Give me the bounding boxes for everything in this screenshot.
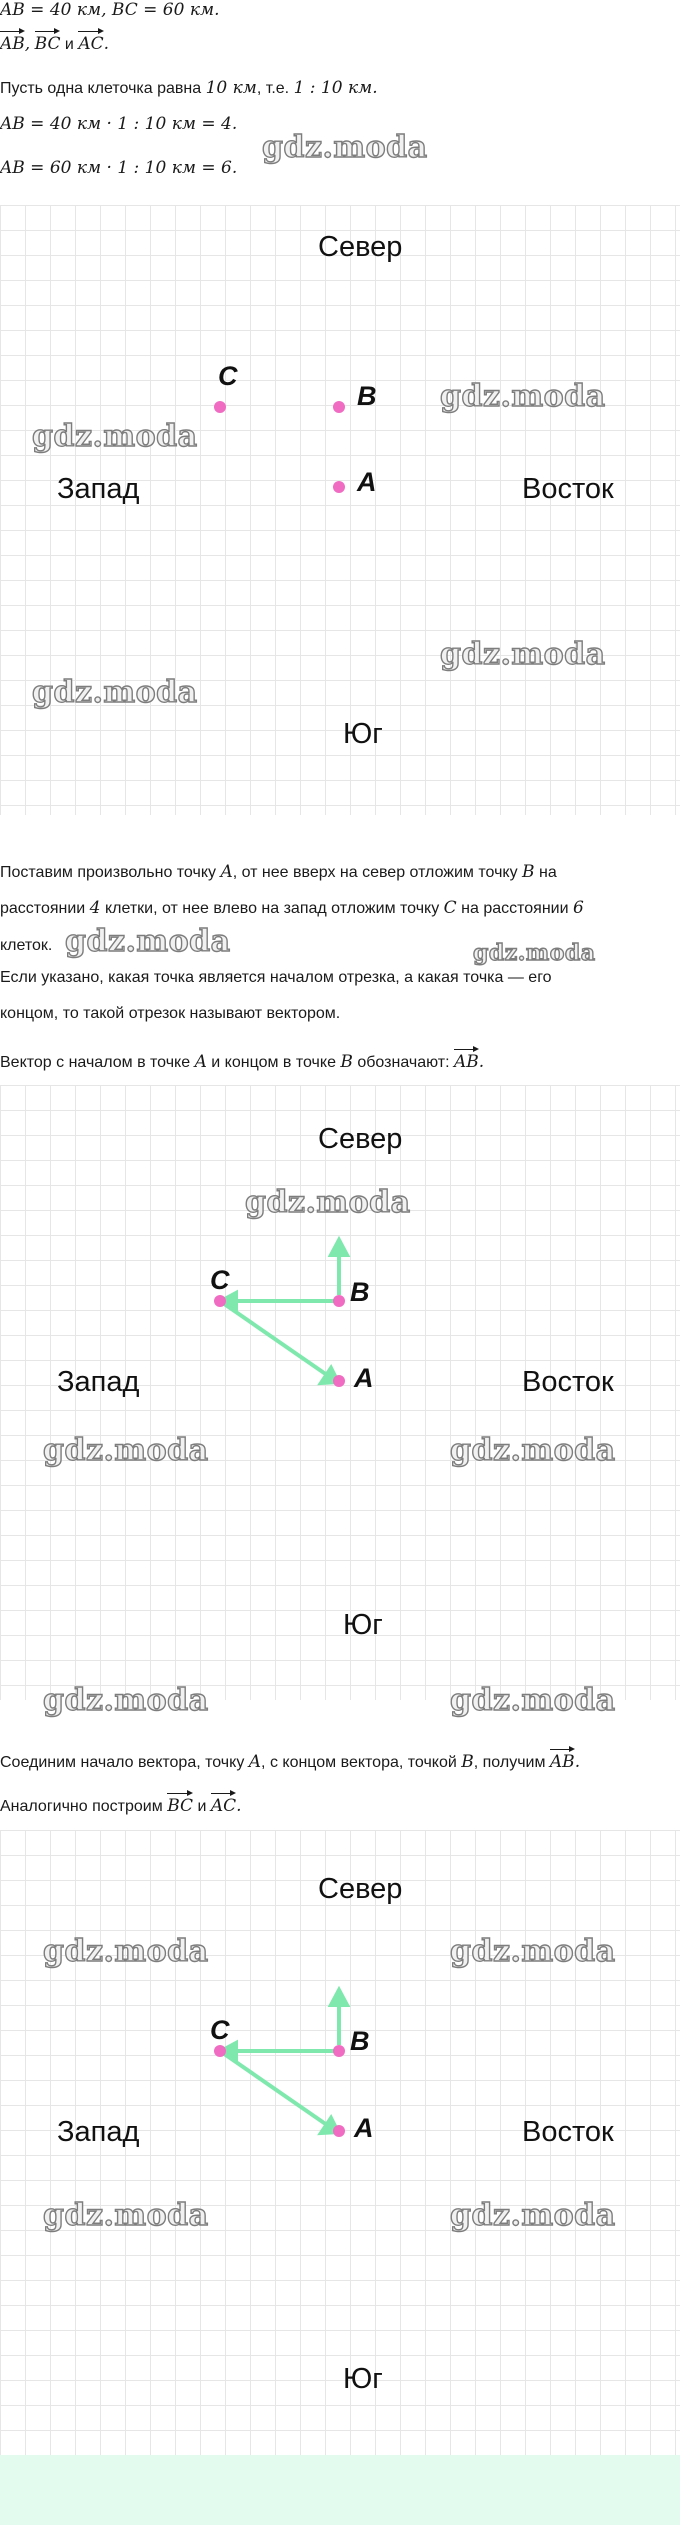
point-c: [214, 2045, 226, 2057]
east-label: Восток: [522, 473, 614, 505]
north-label: Север: [318, 231, 403, 263]
number-6: 6: [572, 898, 584, 918]
paragraph3: [0, 1046, 484, 1073]
point-a-ref: A: [220, 862, 233, 882]
vector-bc: BC: [35, 28, 61, 54]
watermark: gdz.moda: [440, 379, 606, 414]
text: .: [478, 1052, 485, 1072]
map-grid-2: [0, 1085, 680, 1718]
scale-line: [0, 78, 378, 99]
text: на расстоянии: [456, 900, 573, 917]
given-distances: AB = 40 км, BC = 60 км.: [0, 0, 220, 20]
paragraph2-line2: концом, то такой отрезок называют вектором.: [0, 1005, 341, 1022]
scale-math: 10 км: [205, 78, 257, 98]
paragraph1-line1: [0, 862, 557, 883]
vector-ac: AC: [211, 1790, 236, 1816]
paragraph4: [0, 1746, 580, 1773]
point-b-ref: B: [522, 862, 535, 882]
dist-ab: AB = 40 км: [0, 0, 102, 20]
point-b-label: B: [350, 2026, 370, 2056]
text: Аналогично построим: [0, 1798, 168, 1815]
text: Поставим произвольно точку: [0, 864, 221, 881]
north-label: Север: [318, 1123, 403, 1155]
point-c: [214, 1295, 226, 1307]
point-b: [333, 1295, 345, 1307]
point-a-label: A: [357, 467, 377, 497]
text: клетки, от нее влево на запад отложим точку: [100, 900, 444, 917]
vector-ac: AC: [78, 28, 103, 54]
vector-ab: AB: [550, 1746, 575, 1772]
south-label: Юг: [343, 2363, 383, 2395]
paragraph5: [0, 1790, 242, 1817]
point-b: [333, 2045, 345, 2057]
watermark: gdz.moda: [450, 1433, 616, 1468]
vectors-list: AB, BC и AC.: [0, 28, 109, 55]
map-grid-1: [0, 205, 680, 815]
watermark: gdz.moda: [450, 1683, 616, 1718]
point-c-ref: C: [443, 898, 457, 918]
scale-ratio: 1 : 10 км.: [293, 78, 378, 98]
south-label: Юг: [343, 1609, 383, 1641]
number-4: 4: [89, 898, 101, 918]
vector-ab: AB: [0, 28, 25, 54]
watermark: gdz.moda: [32, 419, 198, 454]
point-a-label: A: [354, 1363, 374, 1393]
text: обозначают:: [352, 1054, 454, 1071]
text: Вектор с началом в точке: [0, 1054, 195, 1071]
calc-bc: AB = 60 км · 1 : 10 км = 6.: [0, 158, 238, 178]
point-c-label: C: [210, 1265, 230, 1295]
watermark: gdz.moda: [43, 1683, 209, 1718]
west-label: Запад: [57, 2116, 140, 2148]
point-b-label: B: [357, 381, 377, 411]
point-c-label: C: [218, 361, 238, 391]
point-c: [214, 401, 226, 413]
text: на: [534, 864, 557, 881]
text: Соединим начало вектора, точку: [0, 1754, 249, 1771]
point-b-ref: B: [461, 1752, 474, 1772]
calc-ab: AB = 40 км · 1 : 10 км = 4.: [0, 114, 238, 134]
point-a-ref: A: [248, 1752, 262, 1772]
vector-bc: BC: [167, 1790, 193, 1816]
east-label: Восток: [522, 1366, 614, 1398]
east-label: Восток: [522, 2116, 614, 2148]
west-label: Запад: [57, 1366, 140, 1398]
watermark: gdz.moda: [32, 675, 198, 710]
point-c-label: C: [210, 2015, 230, 2045]
watermark: gdz.moda: [473, 940, 596, 966]
text: , от нее вверх на север отложим точку: [232, 864, 523, 881]
point-b: [333, 401, 345, 413]
vector-ab: AB: [454, 1046, 479, 1072]
north-label: Север: [318, 1873, 403, 1905]
scale-te: , т.е.: [256, 80, 294, 97]
point-b-ref: B: [340, 1052, 353, 1072]
watermark: gdz.moda: [43, 2198, 209, 2233]
vector-ca-line: [220, 2051, 327, 2125]
watermark: gdz.moda: [450, 2198, 616, 2233]
text: и концом в точке: [206, 1054, 341, 1071]
point-b-label: B: [350, 1277, 370, 1307]
text: расстоянии: [0, 900, 90, 917]
point-a: [333, 481, 345, 493]
point-a-label: A: [354, 2113, 374, 2143]
south-label: Юг: [343, 718, 383, 750]
scale-text: Пусть одна клеточка равна: [0, 80, 206, 97]
watermark: gdz.moda: [43, 1934, 209, 1969]
point-a-ref: A: [194, 1052, 207, 1072]
footer-band: [0, 2455, 680, 2525]
paragraph2-line1: Если указано, какая точка является началом отрезка, а какая точка — его: [0, 969, 552, 986]
watermark: gdz.moda: [262, 130, 428, 165]
text: , получим: [473, 1754, 550, 1771]
watermark: gdz.moda: [450, 1934, 616, 1969]
vector-ab-arrowhead: [331, 1240, 347, 1255]
vector-ab-arrowhead: [331, 1990, 347, 2005]
point-a: [333, 2125, 345, 2137]
map-grid-3: [0, 1830, 680, 2455]
and-word: и: [64, 36, 74, 53]
paragraph1-line2: [0, 898, 584, 919]
text: .: [236, 1796, 242, 1816]
paragraph1-line3: клеток.: [0, 937, 53, 954]
vector-ca-line: [220, 1301, 327, 1375]
text: , с концом вектора, точкой: [261, 1754, 462, 1771]
text: .: [574, 1752, 581, 1772]
watermark: gdz.moda: [245, 1185, 411, 1220]
watermark: gdz.moda: [440, 637, 606, 672]
and-word: и: [197, 1798, 207, 1815]
west-label: Запад: [57, 473, 140, 505]
dist-bc: BC = 60 км.: [111, 0, 220, 20]
watermark: gdz.moda: [43, 1433, 209, 1468]
point-a: [333, 1375, 345, 1387]
watermark: gdz.moda: [65, 924, 231, 959]
